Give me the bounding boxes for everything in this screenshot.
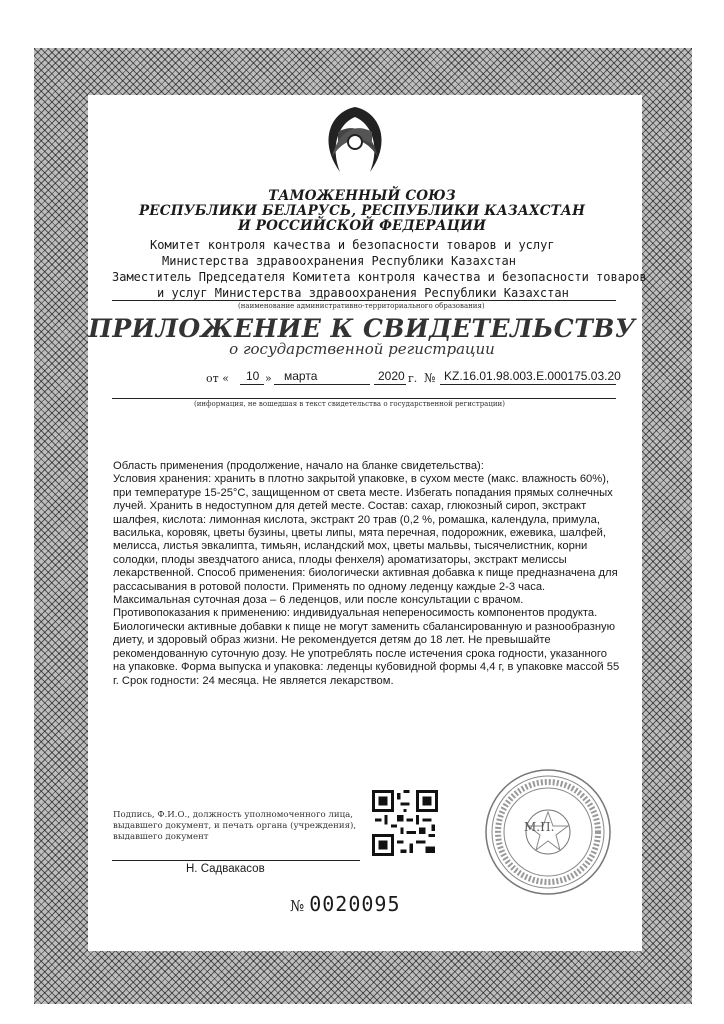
signatory-name: Н. Садвакасов xyxy=(186,863,265,875)
form-number-value: 0020095 xyxy=(309,892,401,916)
union-line-2: РЕСПУБЛИКИ БЕЛАРУСЬ, РЕСПУБЛИКИ КАЗАХСТАН xyxy=(138,203,586,219)
body-line: Область применения (продолжение, начало на бланке свидетельства): xyxy=(113,460,484,472)
body-line: Биологически активные добавки к пище не могут заменить сбалансированную и разнообразную xyxy=(113,620,616,633)
reg-number: KZ.16.01.98.003.E.000175.03.20 xyxy=(444,369,621,383)
reg-number-sign: № xyxy=(424,371,436,385)
body-line: шалфея, кислота: лимонная кислота, экстракт 20 трав (0,2 %, ромашка, календула, примула, xyxy=(113,513,600,526)
info-caption: (информация, не вошедшая в текст свидетельства о государственной регистрации) xyxy=(194,400,505,408)
body-line: на упаковке. Форма выпуска и упаковка: леденцы кубовидной формы 4,4 г, в упаковке массой 55 xyxy=(113,661,620,674)
day-underline xyxy=(240,384,264,385)
signature-caption-line: Подпись, Ф.И.О., должность уполномоченного лица, xyxy=(113,810,353,820)
signature-line xyxy=(112,860,360,861)
month-underline xyxy=(274,384,370,385)
body-line: мелисса, листья эвкалипта, тимьян, исландский мох, цветы мальвы, тысячелистник, корни xyxy=(113,540,588,553)
eurasian-union-emblem-icon xyxy=(300,102,410,182)
application-body xyxy=(113,460,633,688)
date-day: 10 xyxy=(246,369,260,383)
date-prefix: от « xyxy=(206,372,229,385)
authority-line-3: Заместитель Председателя Комитета контроля качества и безопасности товаров xyxy=(112,270,647,284)
body-line: лучей. Хранить в недоступном для детей месте. Состав: сахар, глюкозный сироп, экстракт xyxy=(113,500,587,513)
signature-caption-line: выдавшего документ xyxy=(113,832,209,842)
body-line: солодки, плоды звездчатого аниса, плоды фенхеля) ароматизаторы, экстракт мелиссы xyxy=(113,553,567,566)
body-line: Противопоказания к применению: индивидуальная непереносимость компонентов продукта. xyxy=(113,607,598,620)
body-line: василька, коровяк, цветы бузины, цветы липы, мята перечная, подорожник, ежевика, шалфей, xyxy=(113,527,606,540)
body-line: Условия хранения: хранить в плотно закрытой упаковке, в сухом месте (макс. влажность 60%), xyxy=(113,473,610,486)
authority-line-4: и услуг Министерства здравоохранения Республики Казахстан xyxy=(157,286,569,300)
date-quote-close: » xyxy=(265,372,272,385)
form-number-sign: № xyxy=(290,897,306,915)
signature-caption-line: выдавшего документ, и печать органа (учреждения), xyxy=(113,821,357,831)
body-line: лекарственной. Способ применения: биологически активная добавка к пище предназначена для xyxy=(113,567,618,580)
union-line-3: И РОССИЙСКОЙ ФЕДЕРАЦИИ xyxy=(237,218,487,234)
date-year: 2020 xyxy=(378,369,405,383)
seal-label: М.П. xyxy=(524,820,555,834)
info-underline xyxy=(112,398,616,399)
document-title: ПРИЛОЖЕНИЕ К СВИДЕТЕЛЬСТВУ xyxy=(88,314,636,343)
date-year-suffix: г. xyxy=(408,372,418,385)
authority-underline xyxy=(112,300,616,301)
body-line: при температуре 15-25°С, защищенном от света месте. Избегать попадания прямых солнечных xyxy=(113,486,613,499)
authority-line-1: Комитет контроля качества и безопасности товаров и услуг xyxy=(150,238,555,252)
date-month: марта xyxy=(284,369,318,383)
body-line: рассасывания в ротовой полости. Применять по одному леденцу каждые 2-3 часа. xyxy=(113,580,546,593)
body-line: рекомендованную суточную дозу. Не употреблять после истечения срока годности, указанного xyxy=(113,647,607,660)
document-subtitle: о государственной регистрации xyxy=(229,340,495,358)
body-line: Максимальная суточная доза – 6 леденцов, или после консультации с врачом. xyxy=(113,594,524,607)
qr-code-icon xyxy=(372,790,438,856)
reg-number-underline xyxy=(440,384,616,385)
body-line: диету, и здоровый образ жизни. Не рекомендуется детям до 18 лет. Не превышайте xyxy=(113,634,551,647)
signature-caption xyxy=(113,810,356,843)
authority-line-2: Министерства здравоохранения Республики Казахстан xyxy=(162,254,517,268)
year-underline xyxy=(374,384,406,385)
body-line: г. Срок годности: 24 месяца. Не является лекарством. xyxy=(113,674,394,687)
form-number xyxy=(290,892,401,916)
union-line-1: ТАМОЖЕННЫЙ СОЮЗ xyxy=(268,188,456,204)
authority-caption: (наименование административно-территориального образования) xyxy=(238,302,485,310)
